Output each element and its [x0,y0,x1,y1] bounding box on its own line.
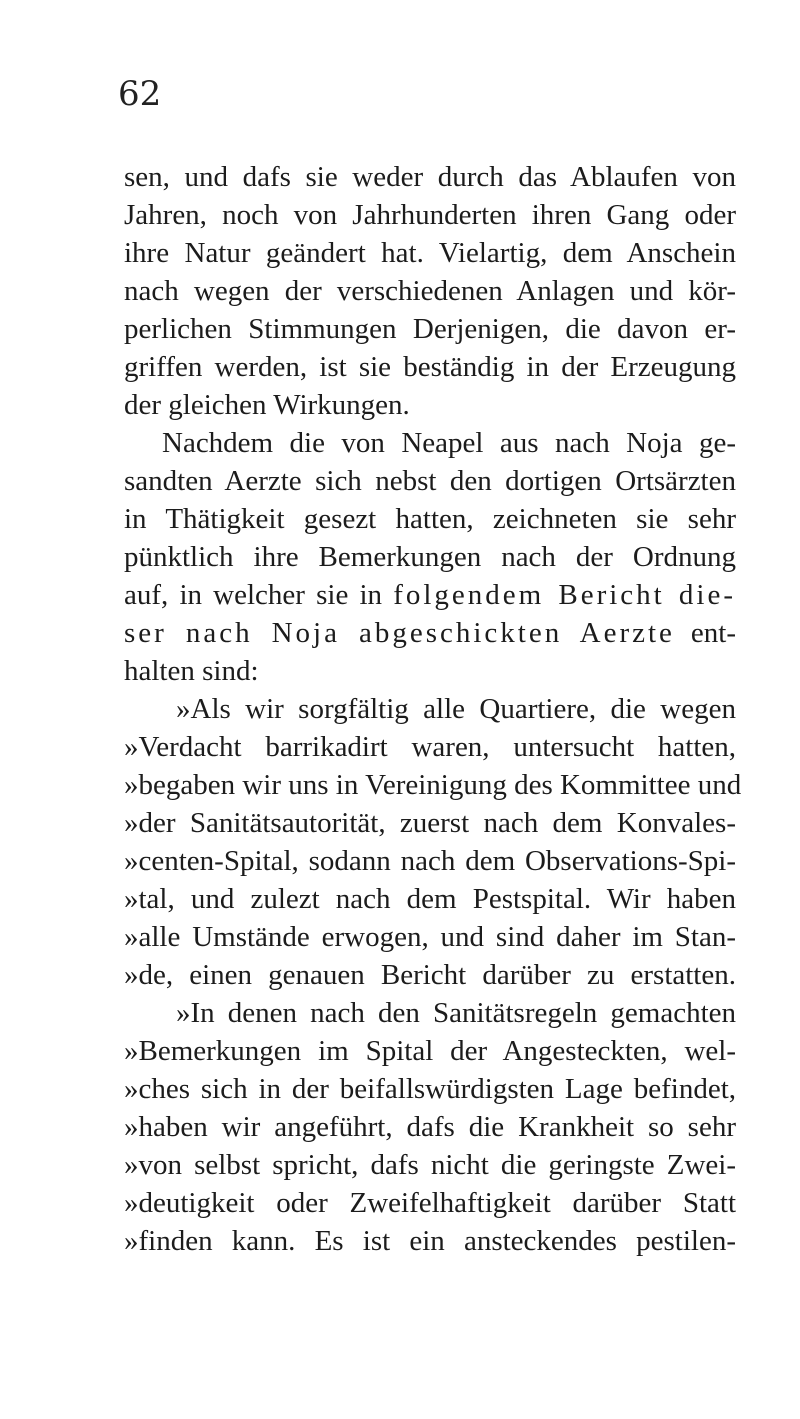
text-line: nach wegen der verschiedenen Anlagen und kör- [124,275,736,307]
paragraph-start-line: Nachdem die von Neapel aus nach Noja ge- [162,427,736,459]
text-line: halten sind: [124,655,259,687]
quote-line: »Bemerkungen im Spital der Angesteckten, wel- [124,1035,736,1067]
quote-line: »haben wir angeführt, dafs die Krankheit so sehr [124,1111,736,1143]
text-line: der gleichen Wirkungen. [124,389,410,421]
text-fragment: ent- [674,617,737,649]
quote-line: »Verdacht barrikadirt waren, untersucht hatten, [124,731,736,763]
text-line: sandten Aerzte sich nebst den dortigen Ortsärzten [124,465,736,497]
quote-line: »deutigkeit oder Zweifelhaftigkeit darüber Statt [124,1187,736,1219]
text-line: perlichen Stimmungen Derjenigen, die davon er- [124,313,736,345]
quote-line: »ches sich in der beifallswürdigsten Lage befindet, [124,1073,736,1105]
text-line: ihre Natur geändert hat. Vielartig, dem Anschein [124,237,736,269]
text-line: in Thätigkeit gesezt hatten, zeichneten sie sehr [124,503,736,535]
quote-start-line: »In denen nach den Sanitätsregeln gemachten [176,997,736,1029]
text-line: griffen werden, ist sie beständig in der Erzeugung [124,351,736,383]
quote-line: »der Sanitätsautorität, zuerst nach dem Konvales- [124,807,736,839]
emphasized-text: ser nach Noja abgeschickten Aerzte [124,617,675,649]
quote-line: »finden kann. Es ist ein ansteckendes pestilen- [124,1225,736,1257]
text-line-emphasis [124,576,736,614]
quote-line: »de, einen genauen Bericht darüber zu erstatten. [124,959,736,991]
quote-line: »begaben wir uns in Vereinigung des Kommittee und [124,769,742,801]
emphasized-text: folgendem Bericht die- [393,579,736,611]
quote-start-line: »Als wir sorgfältig alle Quartiere, die wegen [176,693,736,725]
quote-line: »alle Umstände erwogen, und sind daher im Stan- [124,921,736,953]
text-fragment: auf, in welcher sie in [124,579,394,611]
quote-line: »von selbst spricht, dafs nicht die geringste Zwei- [124,1149,736,1181]
text-line: pünktlich ihre Bemerkungen nach der Ordnung [124,541,736,573]
text-line: sen, und dafs sie weder durch das Ablaufen von [124,161,736,193]
page-number: 62 [118,74,162,114]
text-line-emphasis [124,614,736,652]
text-line: Jahren, noch von Jahrhunderten ihren Gang oder [124,199,736,231]
quote-line: »tal, und zulezt nach dem Pestspital. Wir haben [124,883,736,915]
quote-line: »centen-Spital, sodann nach dem Observations-Spi- [124,845,736,877]
